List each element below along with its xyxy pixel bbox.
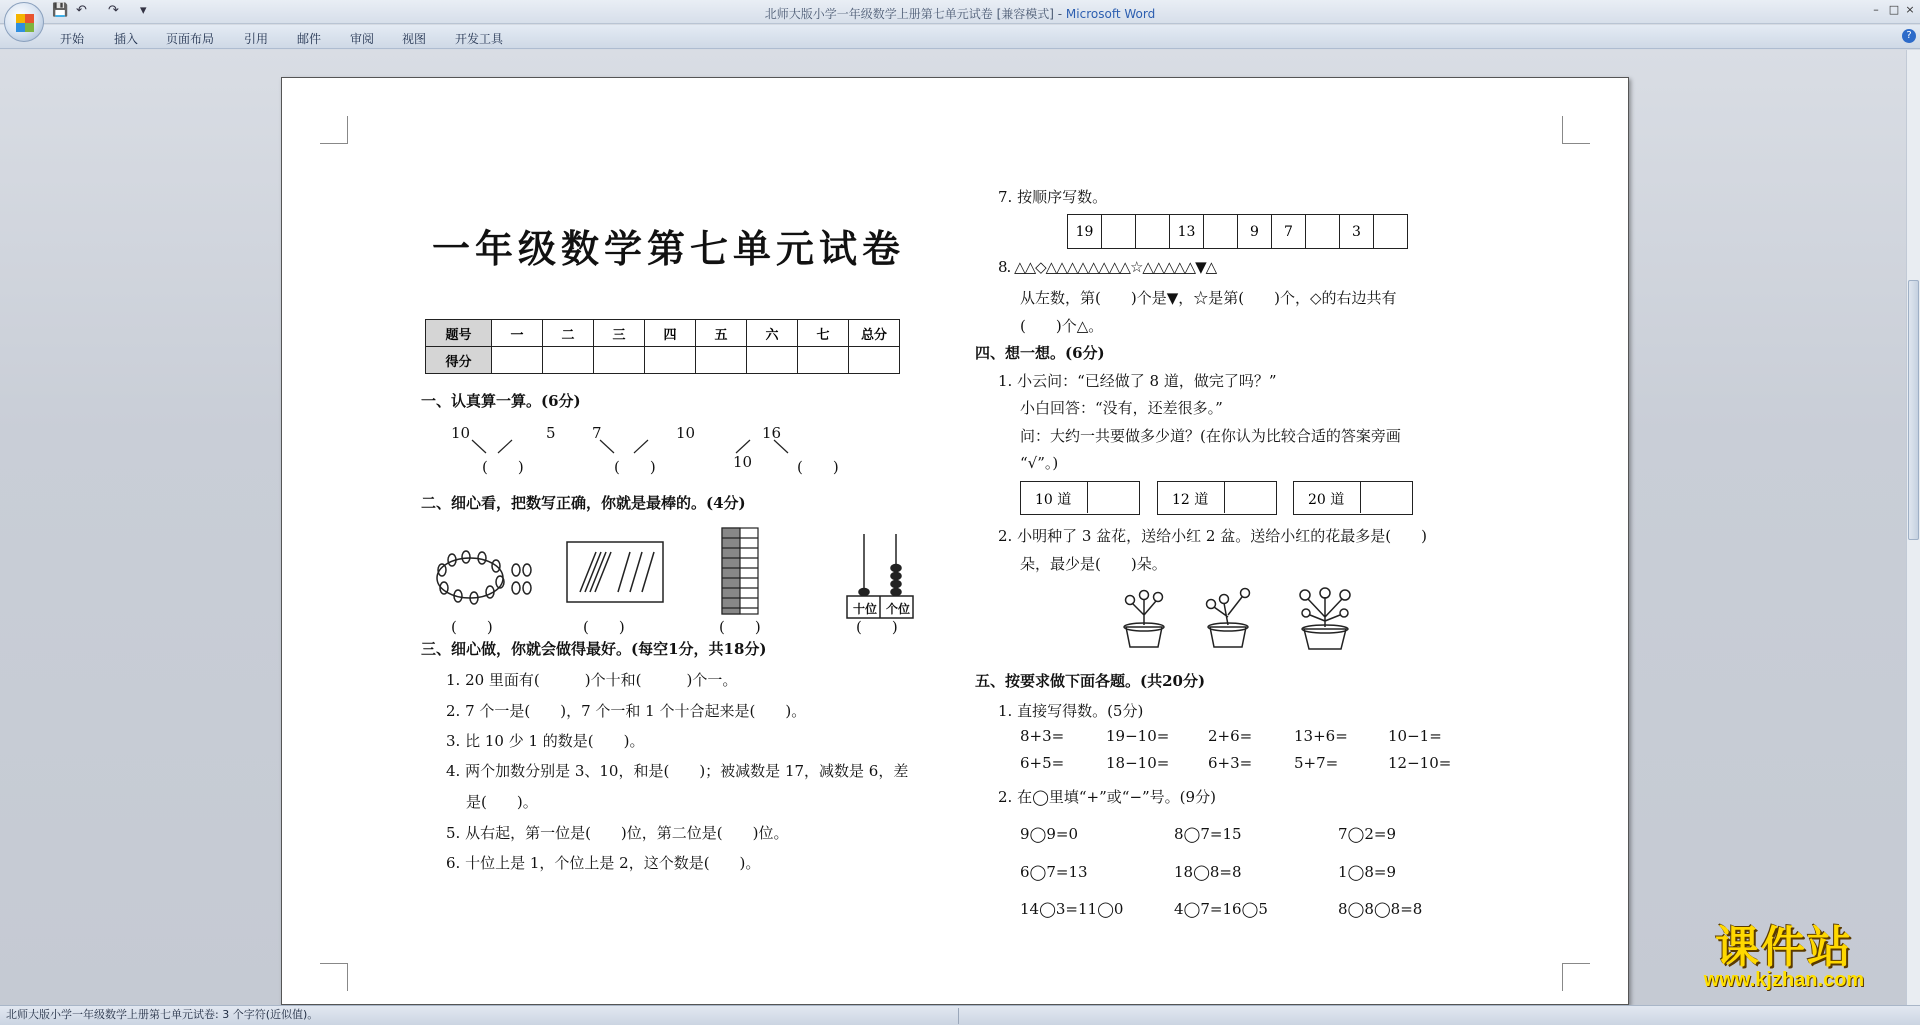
seq-cell (1102, 215, 1136, 249)
ribbon-tabs (0, 25, 1920, 49)
split-3-left: 10 (733, 453, 753, 471)
score-cell (798, 347, 849, 374)
score-cell (849, 347, 900, 374)
calc-item: 6+5= (1020, 754, 1065, 772)
s4-q1-line-3: 问：大约一共要做多少道？(在你认为比较合适的答案旁画 (1020, 427, 1401, 445)
s3-item-1: 1. 20 里面有( )个十和( )个一。 (446, 671, 738, 689)
answer-box-check-cell (1224, 482, 1276, 513)
circle-item: 4◯7=16◯5 (1174, 900, 1268, 918)
score-row-label: 得分 (426, 347, 492, 374)
score-cell (645, 347, 696, 374)
seq-cell (1374, 215, 1408, 249)
score-cell (747, 347, 798, 374)
status-bar (0, 1005, 1920, 1025)
title-bar (0, 0, 1920, 24)
split-line (736, 440, 750, 453)
seq-cell: 13 (1170, 215, 1204, 249)
customize-qat-icon[interactable]: ▾ (140, 3, 147, 18)
maximize-button[interactable]: □ (1888, 3, 1900, 16)
section-4-heading: 四、想一想。(6分) (975, 344, 1105, 362)
answer-box-check-cell (1087, 482, 1139, 513)
s4-q1-line-1: 1. 小云问：“已经做了 8 道，做完了吗？” (998, 372, 1277, 390)
s4-q1-line-4: “√”。) (1020, 454, 1059, 472)
close-button[interactable]: × (1905, 3, 1915, 16)
flower-pots-picture (1120, 585, 1380, 655)
tab-developer[interactable]: 开发工具 (455, 32, 504, 46)
flower-pot-3 (1300, 588, 1350, 649)
calc-item: 12−10= (1388, 754, 1452, 772)
score-header-cell: 总分 (849, 320, 900, 347)
split-line (498, 440, 512, 453)
split-line (634, 440, 648, 453)
score-header-cell: 六 (747, 320, 798, 347)
score-cell (696, 347, 747, 374)
score-header-cell: 题号 (426, 320, 492, 347)
status-divider (958, 1008, 959, 1024)
count-blank: ( ) (856, 618, 898, 636)
split-1-blank: ( ) (482, 458, 524, 476)
office-button[interactable] (4, 2, 44, 42)
window-title-text: 北师大版小学一年级数学上册第七单元试卷 [兼容模式] - (764, 7, 1066, 21)
margin-mark-br (1562, 963, 1590, 991)
count-blank: ( ) (451, 618, 493, 636)
q8-line-1: 从左数，第( )个是▼，☆是第( )个，◇的右边共有 (1020, 289, 1397, 307)
tab-references[interactable]: 引用 (244, 32, 269, 46)
seq-cell (1306, 215, 1340, 249)
abacus-tens-label: 十位 (853, 602, 878, 616)
sticks-bundle-picture (567, 542, 663, 602)
margin-mark-bl (320, 963, 348, 991)
help-icon[interactable]: ? (1902, 29, 1916, 43)
calc-item: 8+3= (1020, 727, 1065, 745)
status-text: 北师大版小学一年级数学上册第七单元试卷: 3 个字符(近似值)。 (6, 1008, 319, 1021)
tab-insert[interactable]: 插入 (114, 32, 139, 46)
split-2-blank: ( ) (614, 458, 656, 476)
split-1-right: 5 (546, 424, 556, 442)
seq-cell: 9 (1238, 215, 1272, 249)
count-blank: ( ) (583, 618, 625, 636)
flower-pot-2 (1207, 589, 1250, 648)
seq-cell (1136, 215, 1170, 249)
scrollbar-thumb[interactable] (1908, 280, 1919, 540)
section-2-heading: 二、细心看，把数写正确，你就是最棒的。(4分) (421, 494, 746, 512)
score-cell (543, 347, 594, 374)
answer-box-20 (1293, 481, 1413, 515)
score-header-cell: 五 (696, 320, 747, 347)
split-1-top: 10 (451, 424, 471, 442)
q7-label: 7. 按顺序写数。 (998, 188, 1108, 206)
bead-ring-picture (437, 551, 531, 604)
abacus-ones-label: 个位 (886, 602, 911, 616)
seq-cell: 19 (1068, 215, 1102, 249)
split-2-right: 10 (676, 424, 696, 442)
margin-mark-tl (320, 116, 348, 144)
answer-box-label: 12 道 (1172, 492, 1209, 508)
split-3-blank: ( ) (797, 458, 839, 476)
s5-q2-label: 2. 在◯里填“+”或“−”号。(9分) (998, 788, 1216, 806)
flower-pot-1 (1124, 591, 1164, 648)
score-table (425, 319, 900, 374)
score-header-cell: 一 (492, 320, 543, 347)
calc-item: 18−10= (1106, 754, 1170, 772)
vertical-scrollbar[interactable] (1906, 50, 1920, 1005)
calc-item: 13+6= (1294, 727, 1348, 745)
circle-item: 9◯9=0 (1020, 825, 1078, 843)
window-title (0, 5, 1920, 22)
window-app-name: Microsoft Word (1065, 7, 1156, 21)
s3-item-4: 4. 两个加数分别是 3、10，和是( )；被减数是 17，减数是 6，差 (446, 762, 909, 780)
sequence-table (1067, 214, 1408, 249)
circle-item: 18◯8=8 (1174, 863, 1242, 881)
section-1-heading: 一、认真算一算。(6分) (421, 392, 581, 410)
answer-box-10 (1020, 481, 1140, 515)
seq-cell: 7 (1272, 215, 1306, 249)
answer-box-check-cell (1360, 482, 1412, 513)
watermark-title: 课件站 (1715, 922, 1853, 973)
score-header-cell: 三 (594, 320, 645, 347)
site-watermark (1668, 923, 1900, 992)
score-header-cell: 七 (798, 320, 849, 347)
q8-label: 8. △△◇△△△△△△△△☆△△△△△▼△ (998, 258, 1217, 276)
s4-q2-line-1: 2. 小明种了 3 盆花，送给小红 2 盆。送给小红的花最多是( ) (998, 527, 1427, 545)
s3-item-4-cont: 是( )。 (466, 793, 538, 811)
score-header-cell: 二 (543, 320, 594, 347)
split-line (600, 440, 614, 453)
answer-box-label: 20 道 (1308, 492, 1345, 508)
score-header-cell: 四 (645, 320, 696, 347)
tab-home[interactable]: 开始 (60, 32, 85, 46)
seq-cell: 3 (1340, 215, 1374, 249)
circle-item: 1◯8=9 (1338, 863, 1396, 881)
s4-q2-line-2: 朵，最少是( )朵。 (1020, 555, 1167, 573)
s4-q1-line-2: 小白回答：“没有，还差很多。” (1020, 399, 1223, 417)
circle-item: 6◯7=13 (1020, 863, 1088, 881)
answer-box-12 (1157, 481, 1277, 515)
score-cell (492, 347, 543, 374)
calc-item: 5+7= (1294, 754, 1339, 772)
seq-cell (1204, 215, 1238, 249)
undo-icon[interactable]: ↶ (76, 3, 87, 18)
tab-page-layout[interactable]: 页面布局 (166, 32, 215, 46)
tab-review[interactable]: 审阅 (350, 32, 375, 46)
section-5-heading: 五、按要求做下面各题。(共20分) (975, 672, 1206, 690)
score-cell (594, 347, 645, 374)
calc-item: 19−10= (1106, 727, 1170, 745)
counting-tower-picture (722, 528, 758, 614)
circle-item: 7◯2=9 (1338, 825, 1396, 843)
q8-line-2: ( )个△。 (1020, 317, 1104, 335)
calc-item: 10−1= (1388, 727, 1442, 745)
counting-pictures (430, 526, 910, 626)
margin-mark-tr (1562, 116, 1590, 144)
answer-box-label: 10 道 (1035, 492, 1072, 508)
s3-item-3: 3. 比 10 少 1 的数是( )。 (446, 732, 645, 750)
watermark-url: www.kjzhan.com (1703, 969, 1865, 991)
doc-title: 一年级数学第七单元试卷 (432, 226, 906, 271)
calc-item: 2+6= (1208, 727, 1253, 745)
office-logo-icon (16, 14, 34, 32)
circle-item: 8◯8◯8=8 (1338, 900, 1423, 918)
minimize-button[interactable]: – (1873, 3, 1879, 16)
circle-item: 8◯7=15 (1174, 825, 1242, 843)
s5-q1-label: 1. 直接写得数。(5分) (998, 702, 1144, 720)
circle-item: 14◯3=11◯0 (1020, 900, 1124, 918)
tab-view[interactable]: 视图 (402, 32, 427, 46)
tab-mailings[interactable]: 邮件 (297, 32, 322, 46)
section-3-heading: 三、细心做，你就会做得最好。(每空1分，共18分) (421, 640, 767, 658)
calc-item: 6+3= (1208, 754, 1253, 772)
s3-item-5: 5. 从右起，第一位是( )位，第二位是( )位。 (446, 824, 789, 842)
split-3-top: 16 (762, 424, 782, 442)
split-line (472, 440, 486, 453)
split-2-top: 7 (592, 424, 602, 442)
save-icon[interactable]: 💾 (52, 3, 69, 18)
s3-item-2: 2. 7 个一是( )，7 个一和 1 个十合起来是( )。 (446, 702, 807, 720)
s3-item-6: 6. 十位上是 1，个位上是 2，这个数是( )。 (446, 854, 761, 872)
redo-icon[interactable]: ↷ (108, 3, 119, 18)
count-blank: ( ) (719, 618, 761, 636)
